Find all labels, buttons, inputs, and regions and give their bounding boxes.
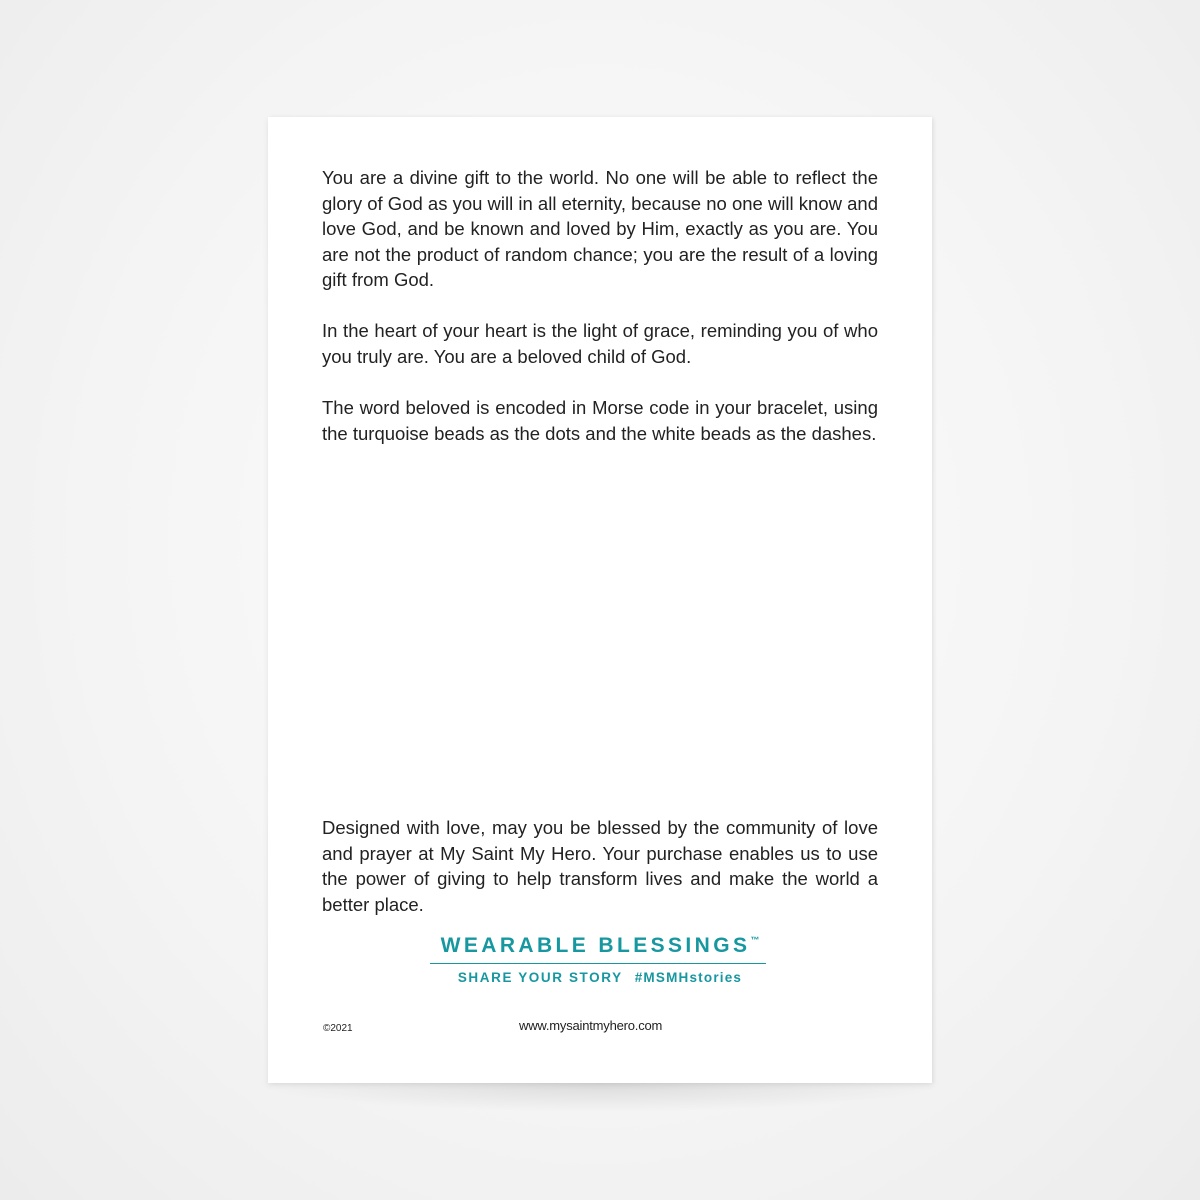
brand-title-text: WEARABLE BLESSINGS [440,934,751,957]
trademark-mark: ™ [750,935,760,945]
card-paragraph-morse-code: The word beloved is encoded in Morse code in your bracelet, using the turquoise beads as the dots and the white beads as the dashes. [322,397,878,444]
card-paragraph-designed-with-love: Designed with love, may you be blessed by the community of love and prayer at My Saint My Hero. Your purchase enables us to use the power of giving to help transform lives and make the world a better place. [322,817,878,915]
brand-title [430,934,770,958]
brand-divider [430,963,766,964]
blessing-card [268,117,932,1083]
brand-tagline-text: SHARE YOUR STORY [457,970,623,985]
card-paragraph-light-of-grace: In the heart of your heart is the light of grace, reminding you of who you truly are. You are a beloved child of God. [322,320,878,367]
copyright-notice: ©2021 [323,1023,353,1034]
brand-tagline [430,970,770,985]
website-url: www.mysaintmyhero.com [519,1018,663,1033]
card-paragraph-divine-gift: You are a divine gift to the world. No one will be able to reflect the glory of God as you will in all eternity, because no one will know and love God, and be known and loved by Him, exactly as you are. You are not the product of random chance; you are the result of a loving gift from God. [322,167,878,290]
brand-hashtag: #MSMHstories [634,970,743,985]
